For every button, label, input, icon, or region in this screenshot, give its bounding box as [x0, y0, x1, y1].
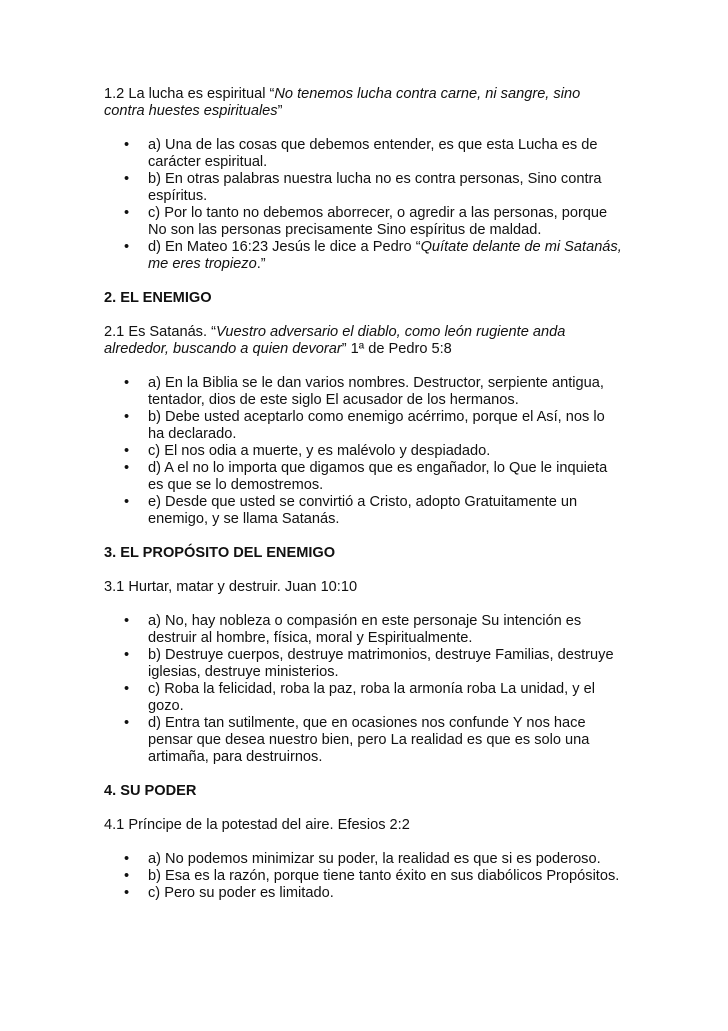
list-item: • c) Roba la felicidad, roba la paz, roba la armonía roba La unidad, y el gozo.	[148, 681, 624, 715]
list-item: • b) En otras palabras nuestra lucha no es contra personas, Sino contra espíritus.	[148, 171, 624, 205]
heading-proposito: 3. EL PROPÓSITO DEL ENEMIGO	[104, 545, 336, 561]
lead-text-end: ”	[277, 103, 283, 119]
list-item: • c) El nos odia a muerte, y es malévolo y despiadado.	[148, 443, 624, 460]
list-item: • b) Esa es la razón, porque tiene tanto éxito en sus diabólicos Propósitos.	[148, 868, 624, 885]
lead-quote: No tenemos lucha contra carne, ni sangre, sino contra huestes espirituales	[104, 86, 581, 119]
list-item: • d) Entra tan sutilmente, que en ocasiones nos confunde Y nos hace pensar que desea nuestro bien, pero La realidad es que es solo una artimaña, para destruirnos.	[148, 715, 624, 766]
paragraph-1-2	[104, 86, 624, 120]
bullet-list-2	[104, 375, 624, 528]
paragraph-2-1	[104, 324, 624, 358]
lead-text: 2.1 Es Satanás. “	[104, 324, 216, 340]
list-item: • d) A el no lo importa que digamos que es engañador, lo Que le inquieta es que se lo demostremos.	[148, 460, 624, 494]
paragraph-3-1: 3.1 Hurtar, matar y destruir. Juan 10:10	[104, 579, 358, 595]
list-item: • a) No podemos minimizar su poder, la realidad es que si es poderoso.	[148, 851, 624, 868]
item-quote: Quítate delante de mi Satanás, me eres tropiezo	[148, 239, 622, 272]
list-item	[148, 239, 624, 273]
heading-el-enemigo: 2. EL ENEMIGO	[104, 290, 212, 306]
document-body	[104, 86, 624, 919]
lead-quote: Vuestro adversario el diablo, como león rugiente anda alrededor, buscando a quien devorar	[104, 324, 566, 357]
item-text-end: .”	[256, 256, 266, 272]
heading-su-poder: 4. SU PODER	[104, 783, 197, 799]
bullet-list-3	[104, 613, 624, 766]
paragraph-4-1: 4.1 Príncipe de la potestad del aire. Efesios 2:2	[104, 817, 410, 833]
list-item: • c) Por lo tanto no debemos aborrecer, o agredir a las personas, porque No son las personas precisamente Sino espíritus de maldad.	[148, 205, 624, 239]
lead-text: 1.2 La lucha es espiritual “	[104, 86, 275, 102]
list-item: • b) Destruye cuerpos, destruye matrimonios, destruye Familias, destruye iglesias, destruye ministerios.	[148, 647, 624, 681]
list-item: • e) Desde que usted se convirtió a Cristo, adopto Gratuitamente un enemigo, y se llama Satanás.	[148, 494, 624, 528]
list-item: • a) En la Biblia se le dan varios nombres. Destructor, serpiente antigua, tentador, dios de este siglo El acusador de los hermanos.	[148, 375, 624, 409]
list-item: • a) No, hay nobleza o compasión en este personaje Su intención es destruir al hombre, física, moral y Espiritualmente.	[148, 613, 624, 647]
item-text: d) En Mateo 16:23 Jesús le dice a Pedro “	[148, 239, 421, 255]
bullet-list-1	[104, 137, 624, 273]
lead-text-end: ” 1ª de Pedro 5:8	[341, 341, 452, 357]
list-item: • a) Una de las cosas que debemos entender, es que esta Lucha es de carácter espiritual.	[148, 137, 624, 171]
list-item: • c) Pero su poder es limitado.	[148, 885, 624, 902]
list-item: • b) Debe usted aceptarlo como enemigo acérrimo, porque el Así, nos lo ha declarado.	[148, 409, 624, 443]
bullet-list-4	[104, 851, 624, 902]
